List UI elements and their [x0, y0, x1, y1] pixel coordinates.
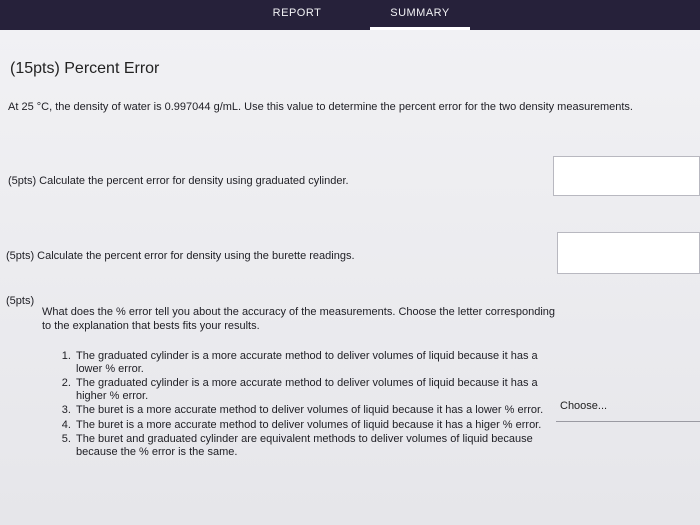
- tab-report[interactable]: REPORT: [272, 7, 322, 19]
- tab-summary[interactable]: SUMMARY: [370, 0, 470, 30]
- question-accuracy-text: What does the % error tell you about the accuracy of the measurements. Choose the letter corresponding to the explanation that bests fits your results.: [42, 306, 555, 332]
- top-nav-bar: [0, 0, 700, 30]
- answer-options-list: [60, 350, 554, 460]
- report-page: [0, 30, 700, 525]
- intro-text: At 25 °C, the density of water is 0.997044 g/mL. Use this value to determine the percent error for the two density measurements.: [8, 101, 633, 113]
- choose-dropdown[interactable]: [556, 398, 700, 422]
- option-3: 3. The buret is a more accurate method to deliver volumes of liquid because it has a lower % error.: [74, 404, 554, 417]
- answer-input-burette[interactable]: [557, 232, 700, 274]
- option-4: 4. The buret is a more accurate method to deliver volumes of liquid because it has a higer % error.: [74, 419, 554, 432]
- answer-input-graduated-cylinder[interactable]: [553, 156, 700, 196]
- question-burette: (5pts) Calculate the percent error for density using the burette readings.: [6, 250, 355, 262]
- option-1: 1. The graduated cylinder is a more accurate method to deliver volumes of liquid because it has a lower % error.: [74, 350, 554, 375]
- question-graduated-cylinder: (5pts) Calculate the percent error for density using graduated cylinder.: [8, 175, 349, 187]
- option-2: 2. The graduated cylinder is a more accurate method to deliver volumes of liquid because it has a higher % error.: [74, 377, 554, 402]
- section-title: (15pts) Percent Error: [10, 60, 160, 77]
- question-accuracy-points: (5pts): [6, 295, 35, 307]
- option-5: 5. The buret and graduated cylinder are equivalent methods to deliver volumes of liquid because because the % error is the same.: [74, 433, 554, 458]
- choose-dropdown-value: Choose...: [560, 400, 608, 412]
